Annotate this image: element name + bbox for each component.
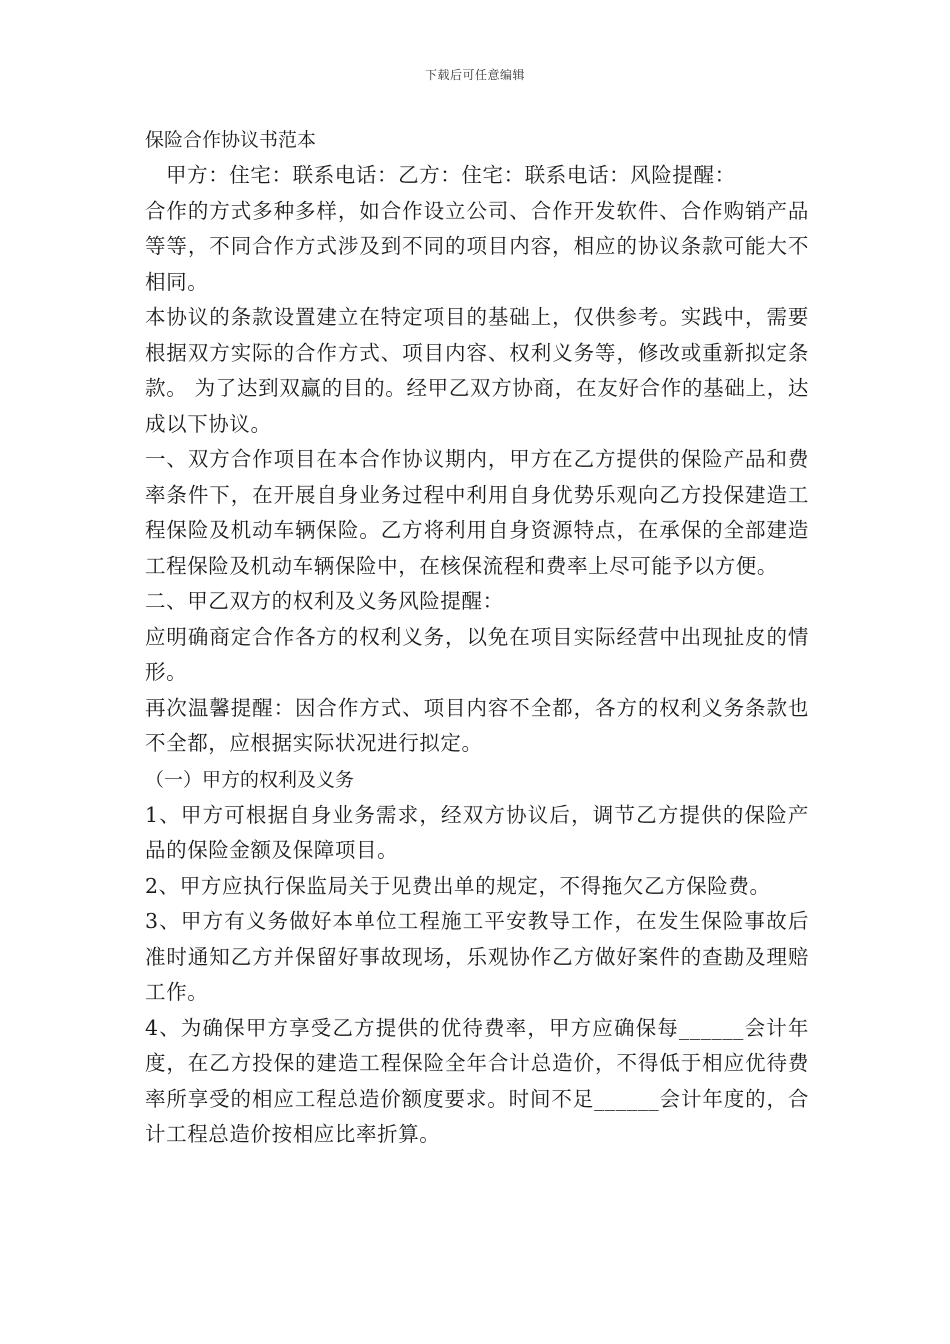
item-3: 3、甲方有义务做好本单位工程施工平安教导工作，在发生保险事故后准时通知乙方并保留好事故现场，乐观协作乙方做好案件的查勘及理赔工作。 (145, 909, 809, 1004)
item-4: 4、为确保甲方享受乙方提供的优待费率，甲方应确保每______会计年度，在乙方投保的建造工程保险全年合计总造价，不得低于相应优待费率所享受的相应工程总造价额度要求。时间不足______会计年度的，合计工程总造价按相应比率折算。 (145, 1015, 809, 1146)
item-1: 1、甲方可根据自身业务需求，经双方协议后，调节乙方提供的保险产品的保险金额及保障项目。 (145, 802, 809, 862)
document-body (145, 122, 809, 1153)
item-2: 2、甲方应执行保监局关于见费出单的规定，不得拖欠乙方保险费。 (145, 873, 771, 898)
paragraph-warm-reminder: 再次温馨提醒：因合作方式、项目内容不全都，各方的权利义务条款也不全都，应根据实际状况进行拟定。 (145, 695, 809, 755)
section-party-a-heading: （一）甲方的权利及义务 (145, 768, 355, 791)
paragraph-cooperation-methods: 合作的方式多种多样，如合作设立公司、合作开发软件、合作购销产品等等，不同合作方式涉及到不同的项目内容，相应的协议条款可能大不相同。 (145, 198, 809, 294)
paragraph-rights-reminder: 应明确商定合作各方的权利义务，以免在项目实际经营中出现扯皮的情形。 (145, 624, 809, 684)
clause-1: 一、双方合作项目在本合作协议期内，甲方在乙方提供的保险产品和费率条件下，在开展自身业务过程中利用自身优势乐观向乙方投保建造工程保险及机动车辆保险。乙方将利用自身资源特点，在承保的全部建造工程保险及机动车辆保险中，在核保流程和费率上尽可能予以方便。 (145, 447, 809, 578)
clause-2-heading: 二、甲乙双方的权利及义务风险提醒： (145, 589, 504, 613)
parties-line: 甲方：住宅：联系电话：乙方：住宅：联系电话：风险提醒： (166, 163, 736, 187)
header-note: 下载后可任意编辑 (424, 68, 525, 82)
paragraph-reference-note: 本协议的条款设置建立在特定项目的基础上，仅供参考。实践中，需要根据双方实际的合作方式、项目内容、权利义务等，修改或重新拟定条款。 为了达到双赢的目的。经甲乙双方协商，在友好合作的基础上，达成以下协议。 (145, 305, 809, 436)
document-title: 保险合作协议书范本 (145, 129, 317, 151)
